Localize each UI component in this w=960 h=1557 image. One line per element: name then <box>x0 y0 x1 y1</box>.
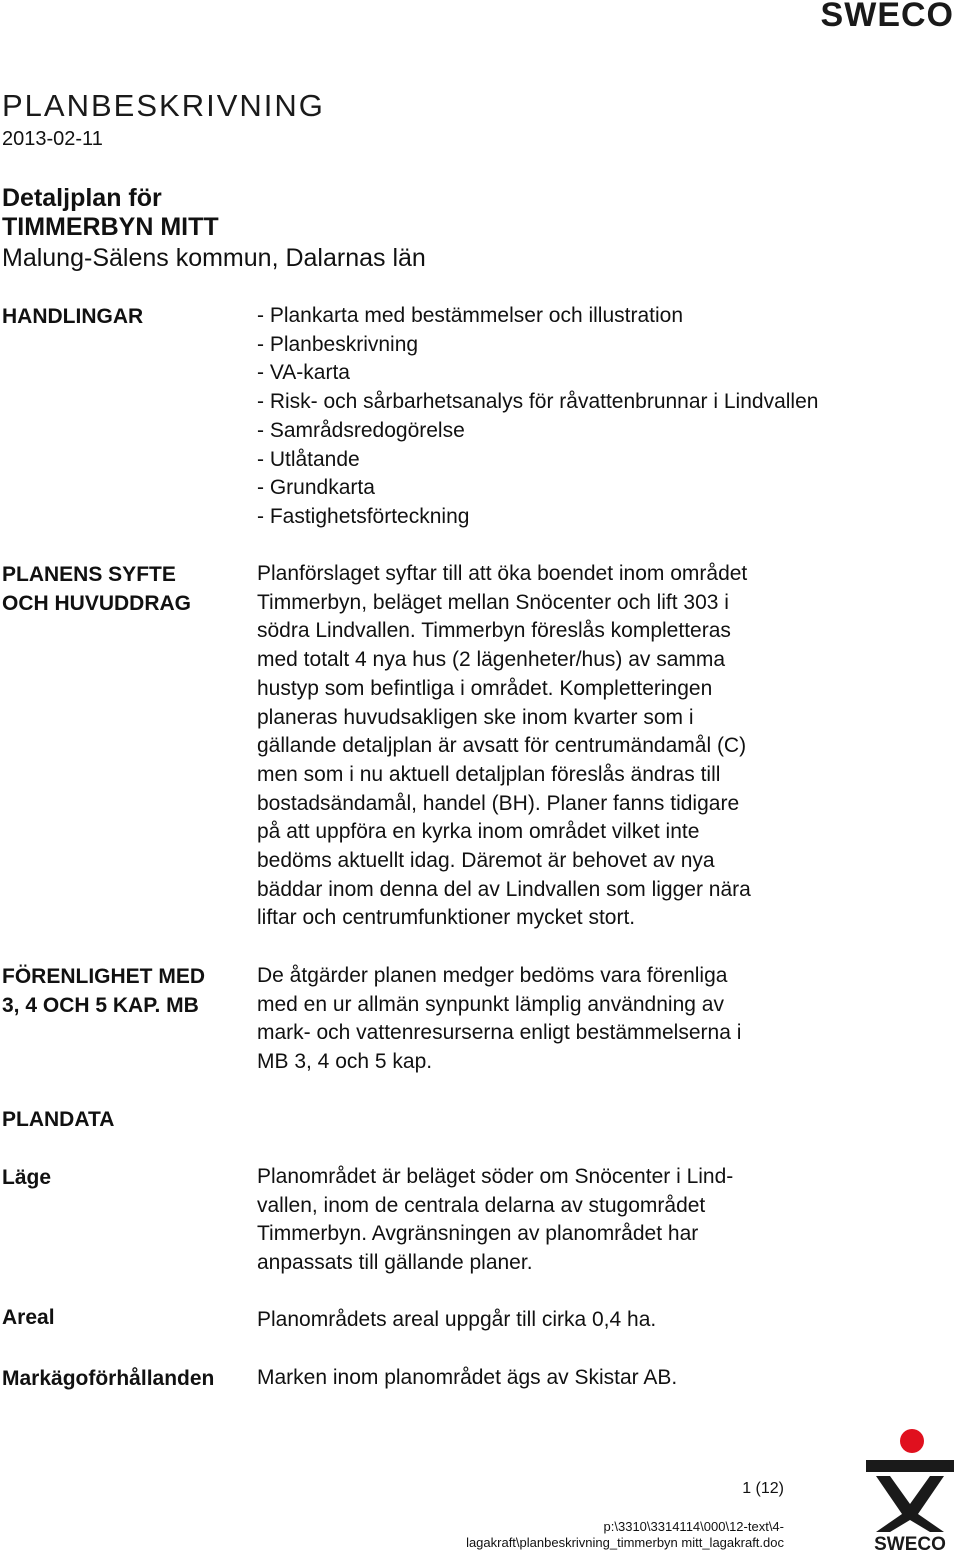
text-line: bostadsändamål, handel (BH). Planer fanns tidigare <box>257 791 740 815</box>
syfte-label <box>2 560 191 618</box>
list-item: - Planbeskrivning <box>257 332 419 356</box>
text-line: anpassats till gällande planer. <box>257 1251 533 1275</box>
text-line: med totalt 4 nya hus (2 lägenheter/hus) av samma <box>257 648 726 672</box>
syfte-label-line: OCH HUVUDDRAG <box>2 592 191 615</box>
document-date: 2013-02-11 <box>2 128 103 150</box>
page-number: 1 (12) <box>742 1480 784 1497</box>
text-line: men som i nu aktuell detaljplan föreslås ändras till <box>257 762 721 786</box>
text-line: vallen, inom de centrala delarna av stugområdet <box>257 1193 706 1217</box>
areal-label: Areal <box>2 1306 55 1329</box>
forenlighet-label-line: 3, 4 OCH 5 KAP. MB <box>2 994 199 1017</box>
syfte-label-line: PLANENS SYFTE <box>2 563 176 586</box>
sweco-logo: SWECO <box>820 0 954 34</box>
list-item: - Samrådsredogörelse <box>257 418 465 442</box>
municipality: Malung-Sälens kommun, Dalarnas län <box>2 244 426 272</box>
text-line: hustyp som befintliga i området. Kompletteringen <box>257 676 713 700</box>
list-item: - Plankarta med bestämmelser och illustration <box>257 304 684 327</box>
file-path-line1: p:\3310\3314114\000\12-text\4- <box>603 1519 784 1534</box>
text-line: Planområdet är beläget söder om Snöcenter i Lind- <box>257 1165 734 1188</box>
text-line: Timmerbyn, beläget mellan Snöcenter och lift 303 i <box>257 590 729 614</box>
text-line: Planförslaget syftar till att öka boendet inom området <box>257 562 748 585</box>
forenlighet-text <box>257 962 857 1077</box>
list-item: - Risk- och sårbarhetsanalys för råvattenbrunnar i Lindvallen <box>257 390 819 414</box>
forenlighet-label-line: FÖRENLIGHET MED <box>2 965 205 988</box>
areal-text: Planområdets areal uppgår till cirka 0,4 ha. <box>257 1308 657 1331</box>
lage-text <box>257 1163 857 1278</box>
text-line: med en ur allmän synpunkt lämplig användning av <box>257 992 724 1016</box>
text-line: planeras huvudsakligen ske inom kvarter som i <box>257 705 694 729</box>
forenlighet-label <box>2 962 205 1020</box>
sweco-emblem <box>862 1428 958 1552</box>
text-line: gällande detaljplan är avsatt för centrumändamål (C) <box>257 734 747 758</box>
markagande-text: Marken inom planområdet ägs av Skistar AB. <box>257 1366 678 1389</box>
plan-title-line1: Detaljplan för <box>2 184 162 212</box>
sweco-emblem-graphic <box>862 1428 958 1552</box>
text-line: på att uppföra en kyrka inom området vilket inte <box>257 820 700 844</box>
text-line: södra Lindvallen. Timmerbyn föreslås kompletteras <box>257 619 731 643</box>
lage-label: Läge <box>2 1166 52 1189</box>
text-line: bedöms aktuellt idag. Däremot är behovet av nya <box>257 849 715 873</box>
plandata-heading: PLANDATA <box>2 1108 115 1131</box>
list-item: - VA-karta <box>257 361 350 385</box>
file-path-line2: lagakraft\planbeskrivning_timmerbyn mitt_lagakraft.doc <box>466 1535 784 1550</box>
handlingar-label: HANDLINGAR <box>2 305 144 328</box>
document-type: PLANBESKRIVNING <box>2 88 325 123</box>
markagande-label: Markägoförhållanden <box>2 1367 215 1390</box>
emblem-text: SWECO <box>874 1534 946 1552</box>
text-line: De åtgärder planen medger bedöms vara förenliga <box>257 964 728 987</box>
handlingar-list <box>257 302 857 532</box>
list-item: - Utlåtande <box>257 447 360 471</box>
syfte-text <box>257 560 857 933</box>
text-line: MB 3, 4 och 5 kap. <box>257 1050 433 1074</box>
text-line: Timmerbyn. Avgränsningen av planområdet har <box>257 1222 699 1246</box>
list-item: - Grundkarta <box>257 476 375 500</box>
plan-title-line2: TIMMERBYN MITT <box>2 213 219 241</box>
list-item: - Fastighetsförteckning <box>257 504 470 528</box>
text-line: liftar och centrumfunktioner mycket stort. <box>257 906 636 930</box>
text-line: bäddar inom denna del av Lindvallen som ligger nära <box>257 877 751 901</box>
text-line: mark- och vattenresurserna enligt bestämmelserna i <box>257 1021 742 1045</box>
